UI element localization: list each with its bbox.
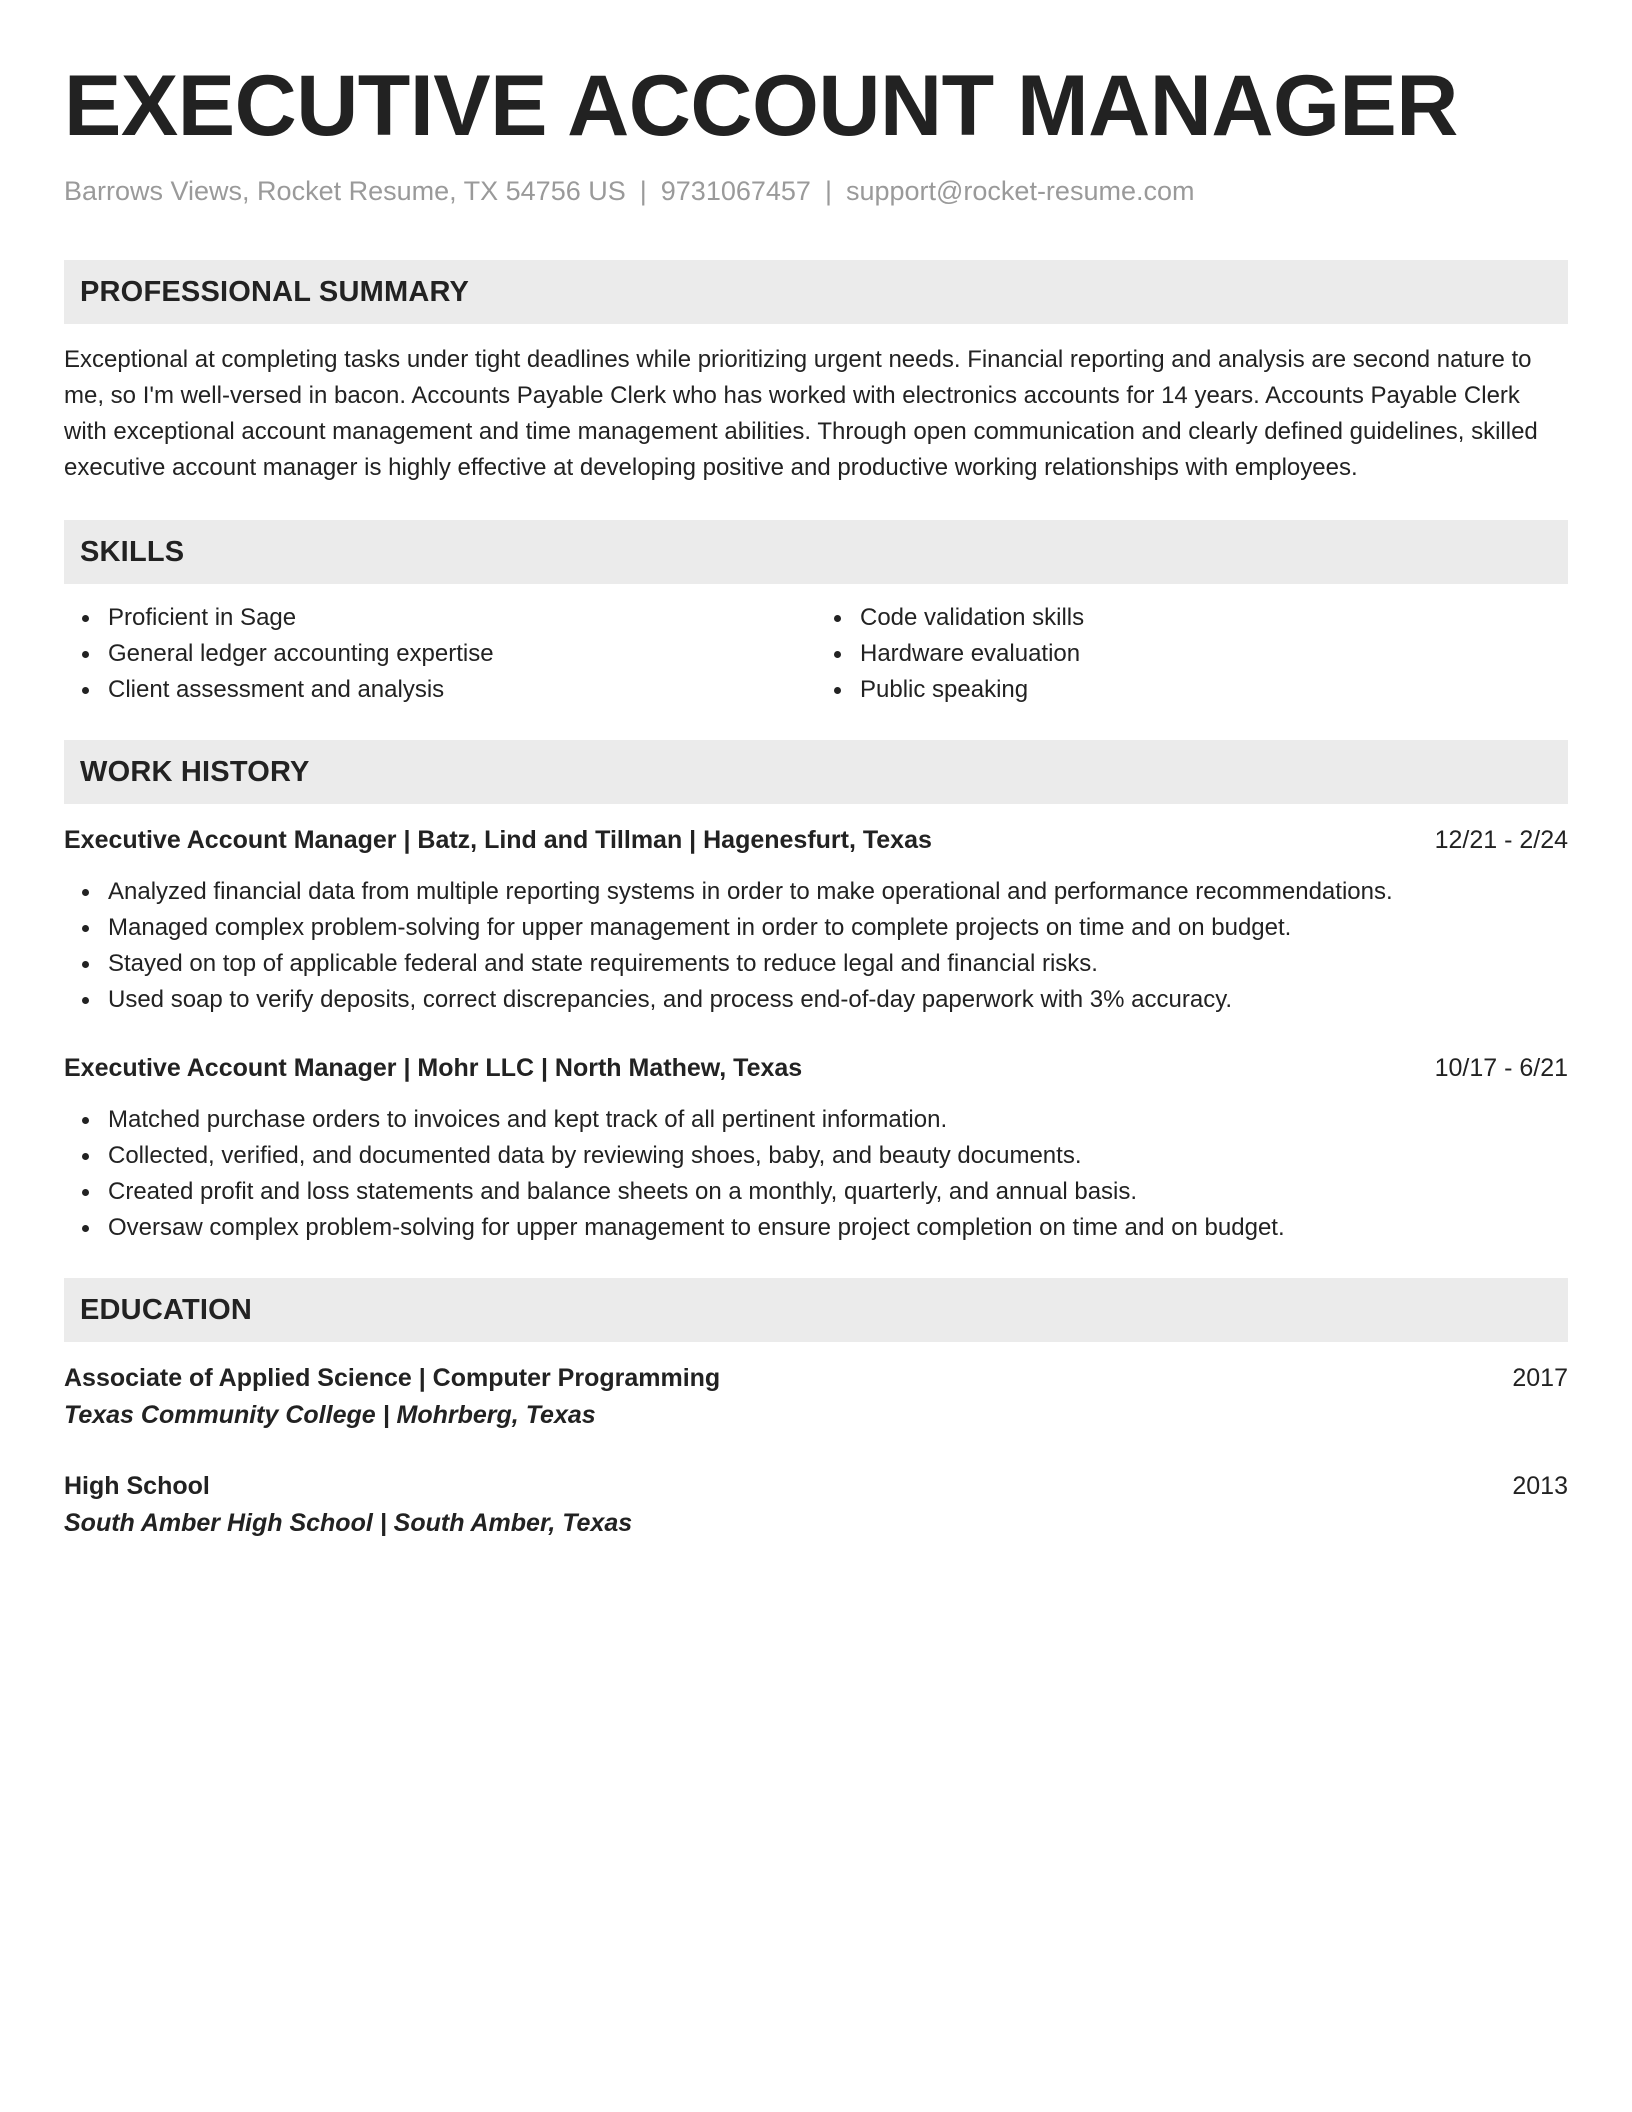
- contact-phone: 9731067457: [660, 176, 811, 206]
- skills-column-left: [64, 600, 816, 708]
- job-bullets: [64, 1102, 1568, 1246]
- education-header: [64, 1360, 1568, 1396]
- skill-item: General ledger accounting expertise: [64, 636, 816, 672]
- job-bullet: Matched purchase orders to invoices and kept track of all pertinent information.: [64, 1102, 1568, 1138]
- skill-item: Proficient in Sage: [64, 600, 816, 636]
- skill-item: Client assessment and analysis: [64, 672, 816, 708]
- job-bullet: Created profit and loss statements and balance sheets on a monthly, quarterly, and annual basis.: [64, 1174, 1568, 1210]
- job-header: [64, 1050, 1568, 1086]
- contact-email: support@rocket-resume.com: [845, 176, 1195, 206]
- skill-item: Code validation skills: [816, 600, 1568, 636]
- job-dates: 12/21 - 2/24: [1434, 826, 1568, 854]
- skills-list: [64, 600, 1568, 708]
- contact-address: Barrows Views, Rocket Resume, TX 54756 US: [64, 176, 626, 206]
- education-degree: High School: [64, 1472, 210, 1500]
- job-entry: [64, 822, 1568, 1018]
- job-bullet: Oversaw complex problem-solving for upper management to ensure project completion on time and on budget.: [64, 1210, 1568, 1246]
- education-degree: Associate of Applied Science | Computer Programming: [64, 1364, 721, 1392]
- education-school: South Amber High School | South Amber, Texas: [64, 1509, 633, 1537]
- education-header: [64, 1468, 1568, 1504]
- summary-heading: PROFESSIONAL SUMMARY: [64, 260, 1568, 324]
- skill-item: Public speaking: [816, 672, 1568, 708]
- job-entry: [64, 1050, 1568, 1246]
- contact-separator: |: [639, 176, 647, 206]
- job-bullet: Stayed on top of applicable federal and state requirements to reduce legal and financial risks.: [64, 946, 1568, 982]
- job-title: Executive Account Manager | Batz, Lind and Tillman | Hagenesfurt, Texas: [64, 826, 932, 854]
- education-school: Texas Community College | Mohrberg, Texas: [64, 1401, 596, 1429]
- job-dates: 10/17 - 6/21: [1434, 1054, 1568, 1082]
- education-year: 2013: [1512, 1472, 1568, 1500]
- job-bullet: Used soap to verify deposits, correct discrepancies, and process end-of-day paperwork with 3% accuracy.: [64, 982, 1568, 1018]
- contact-line: [64, 174, 1568, 208]
- job-bullet: Managed complex problem-solving for upper management in order to complete projects on time and on budget.: [64, 910, 1568, 946]
- resume-name: EXECUTIVE ACCOUNT MANAGER: [64, 58, 1458, 154]
- job-header: [64, 822, 1568, 858]
- job-title: Executive Account Manager | Mohr LLC | North Mathew, Texas: [64, 1054, 803, 1082]
- job-bullet: Analyzed financial data from multiple reporting systems in order to make operational and performance recommendations.: [64, 874, 1568, 910]
- education-year: 2017: [1512, 1364, 1568, 1392]
- skill-item: Hardware evaluation: [816, 636, 1568, 672]
- education-entry: [64, 1360, 1568, 1434]
- summary-text: Exceptional at completing tasks under tight deadlines while prioritizing urgent needs. Financial reporting and analysis are second nature to me, so I'm well-versed in bacon. Accounts Payable Clerk who has worked with electronics accounts for 14 years. Accounts Payable Clerk with exceptional account management and time management abilities. Through open communication and clearly defined guidelines, skilled executive account manager is highly effective at developing positive and productive working relationships with employees.: [64, 346, 1538, 481]
- contact-separator: |: [824, 176, 832, 206]
- job-bullets: [64, 874, 1568, 1018]
- work-history-heading: WORK HISTORY: [64, 740, 1568, 804]
- skills-heading: SKILLS: [64, 520, 1568, 584]
- job-bullet: Collected, verified, and documented data by reviewing shoes, baby, and beauty documents.: [64, 1138, 1568, 1174]
- education-entry: [64, 1468, 1568, 1542]
- skills-column-right: [816, 600, 1568, 708]
- education-heading: EDUCATION: [64, 1278, 1568, 1342]
